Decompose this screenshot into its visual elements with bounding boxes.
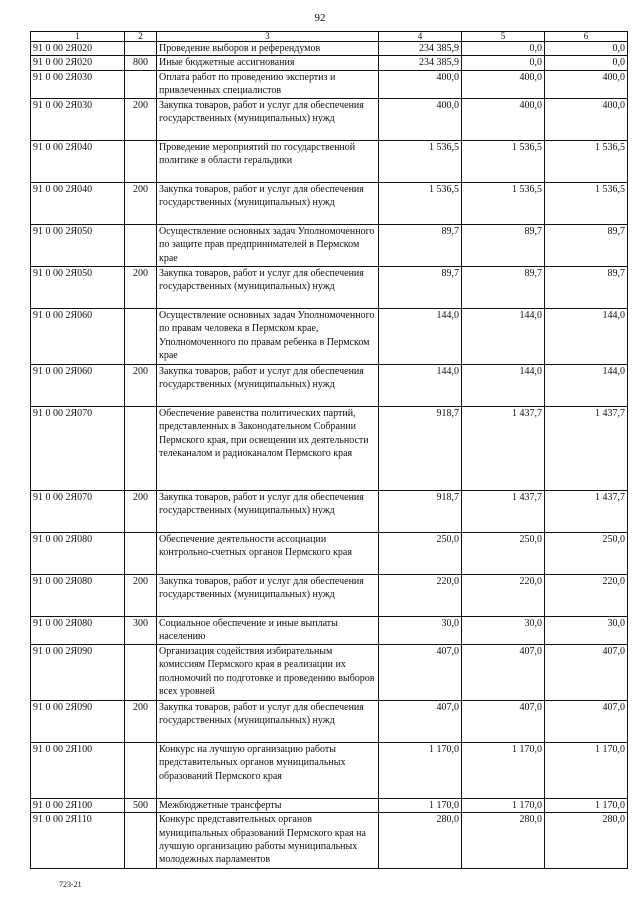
item-name-cell: Иные бюджетные ассигнования [157,56,379,70]
column-header: 1 [31,32,125,42]
expense-type-cell [125,742,157,798]
item-name-cell: Закупка товаров, работ и услуг для обеспечения государственных (муниципальных) нужд [157,266,379,308]
expense-type-cell: 200 [125,574,157,616]
expense-code-cell: 91 0 00 2Я030 [31,70,125,98]
expense-type-cell: 200 [125,364,157,406]
table-row [31,364,628,406]
expense-code-cell: 91 0 00 2Я040 [31,182,125,224]
table-row [31,700,628,742]
amount-col4-cell: 89,7 [379,224,462,266]
amount-col4-cell: 144,0 [379,308,462,364]
item-name-cell: Закупка товаров, работ и услуг для обеспечения государственных (муниципальных) нужд [157,182,379,224]
amount-col5-cell: 407,0 [462,700,545,742]
table-row [31,56,628,70]
amount-col4-cell: 1 536,5 [379,182,462,224]
amount-col6-cell: 1 437,7 [545,490,628,532]
amount-col5-cell: 407,0 [462,644,545,700]
item-name-cell: Закупка товаров, работ и услуг для обеспечения государственных (муниципальных) нужд [157,574,379,616]
amount-col5-cell: 0,0 [462,56,545,70]
expense-type-cell [125,140,157,182]
expense-code-cell: 91 0 00 2Я020 [31,42,125,56]
expense-code-cell: 91 0 00 2Я080 [31,574,125,616]
expense-code-cell: 91 0 00 2Я100 [31,798,125,812]
amount-col4-cell: 144,0 [379,364,462,406]
amount-col6-cell: 89,7 [545,266,628,308]
column-header: 4 [379,32,462,42]
amount-col5-cell: 89,7 [462,266,545,308]
expense-type-cell [125,813,157,869]
amount-col6-cell: 1 536,5 [545,140,628,182]
amount-col6-cell: 144,0 [545,308,628,364]
amount-col4-cell: 30,0 [379,616,462,644]
table-row [31,224,628,266]
amount-col4-cell: 1 536,5 [379,140,462,182]
amount-col5-cell: 1 536,5 [462,182,545,224]
amount-col6-cell: 1 536,5 [545,182,628,224]
amount-col5-cell: 30,0 [462,616,545,644]
table-row [31,574,628,616]
expense-code-cell: 91 0 00 2Я090 [31,700,125,742]
expense-code-cell: 91 0 00 2Я060 [31,308,125,364]
item-name-cell: Осуществление основных задач Уполномоченного по правам человека в Пермском крае, Уполномоченного по правам ребенка в Пермском крае [157,308,379,364]
expense-code-cell: 91 0 00 2Я080 [31,616,125,644]
amount-col6-cell: 1 437,7 [545,406,628,490]
item-name-cell: Организация содействия избирательным комиссиям Пермского края в реализации их полномочий по подготовке и проведению выборов всех уровней [157,644,379,700]
column-header: 5 [462,32,545,42]
column-header: 6 [545,32,628,42]
expense-type-cell: 200 [125,182,157,224]
item-name-cell: Обеспечение деятельности ассоциации контрольно-счетных органов Пермского края [157,532,379,574]
expense-code-cell: 91 0 00 2Я090 [31,644,125,700]
expense-type-cell [125,406,157,490]
expense-type-cell: 200 [125,700,157,742]
table-row [31,266,628,308]
table-row [31,813,628,869]
amount-col4-cell: 234 385,9 [379,42,462,56]
expense-code-cell: 91 0 00 2Я110 [31,813,125,869]
item-name-cell: Обеспечение равенства политических партий, представленных в Законодательном Собрании Пермского края, при освещении их деятельности телеканалом и радиоканалом Пермского края [157,406,379,490]
expense-type-cell [125,42,157,56]
amount-col6-cell: 30,0 [545,616,628,644]
table-row [31,616,628,644]
column-header-row [31,32,628,42]
table-row [31,532,628,574]
amount-col5-cell: 400,0 [462,98,545,140]
table-row [31,98,628,140]
item-name-cell: Конкурс на лучшую организацию работы представительных органов муниципальных образований Пермского края [157,742,379,798]
amount-col5-cell: 400,0 [462,70,545,98]
table-row [31,406,628,490]
budget-table [30,31,628,869]
item-name-cell: Конкурс представительных органов муниципальных образований Пермского края на лучшую организацию работы муниципальных молодежных парламентов [157,813,379,869]
amount-col5-cell: 89,7 [462,224,545,266]
amount-col5-cell: 250,0 [462,532,545,574]
item-name-cell: Закупка товаров, работ и услуг для обеспечения государственных (муниципальных) нужд [157,700,379,742]
amount-col6-cell: 407,0 [545,644,628,700]
amount-col4-cell: 400,0 [379,70,462,98]
table-row [31,182,628,224]
amount-col6-cell: 407,0 [545,700,628,742]
expense-type-cell: 500 [125,798,157,812]
item-name-cell: Оплата работ по проведению экспертиз и привлеченных специалистов [157,70,379,98]
table-row [31,308,628,364]
expense-type-cell [125,224,157,266]
amount-col6-cell: 400,0 [545,98,628,140]
expense-code-cell: 91 0 00 2Я030 [31,98,125,140]
amount-col5-cell: 144,0 [462,308,545,364]
expense-type-cell: 300 [125,616,157,644]
amount-col5-cell: 1 170,0 [462,742,545,798]
expense-type-cell: 200 [125,490,157,532]
expense-code-cell: 91 0 00 2Я040 [31,140,125,182]
expense-type-cell: 200 [125,98,157,140]
amount-col5-cell: 0,0 [462,42,545,56]
amount-col6-cell: 400,0 [545,70,628,98]
expense-type-cell: 800 [125,56,157,70]
table-row [31,70,628,98]
item-name-cell: Проведение мероприятий по государственной политике в области геральдики [157,140,379,182]
amount-col4-cell: 250,0 [379,532,462,574]
amount-col5-cell: 220,0 [462,574,545,616]
item-name-cell: Закупка товаров, работ и услуг для обеспечения государственных (муниципальных) нужд [157,364,379,406]
amount-col4-cell: 1 170,0 [379,798,462,812]
item-name-cell: Проведение выборов и референдумов [157,42,379,56]
expense-type-cell [125,308,157,364]
expense-type-cell [125,644,157,700]
amount-col5-cell: 1 437,7 [462,406,545,490]
amount-col6-cell: 1 170,0 [545,742,628,798]
amount-col4-cell: 1 170,0 [379,742,462,798]
amount-col4-cell: 400,0 [379,98,462,140]
amount-col6-cell: 0,0 [545,56,628,70]
amount-col4-cell: 89,7 [379,266,462,308]
table-row [31,140,628,182]
amount-col4-cell: 407,0 [379,700,462,742]
amount-col5-cell: 1 536,5 [462,140,545,182]
expense-code-cell: 91 0 00 2Я070 [31,406,125,490]
expense-type-cell [125,70,157,98]
amount-col5-cell: 1 170,0 [462,798,545,812]
page-number: 92 [314,12,326,24]
amount-col4-cell: 918,7 [379,490,462,532]
footer-code: 723-21 [59,880,82,889]
amount-col4-cell: 234 385,9 [379,56,462,70]
table-row [31,644,628,700]
expense-code-cell: 91 0 00 2Я020 [31,56,125,70]
column-header: 3 [157,32,379,42]
expense-code-cell: 91 0 00 2Я060 [31,364,125,406]
amount-col6-cell: 280,0 [545,813,628,869]
amount-col5-cell: 144,0 [462,364,545,406]
expense-code-cell: 91 0 00 2Я100 [31,742,125,798]
table-row [31,798,628,812]
amount-col4-cell: 407,0 [379,644,462,700]
amount-col6-cell: 144,0 [545,364,628,406]
item-name-cell: Межбюджетные трансферты [157,798,379,812]
amount-col5-cell: 1 437,7 [462,490,545,532]
expense-code-cell: 91 0 00 2Я080 [31,532,125,574]
amount-col6-cell: 1 170,0 [545,798,628,812]
amount-col6-cell: 89,7 [545,224,628,266]
table-row [31,490,628,532]
amount-col4-cell: 280,0 [379,813,462,869]
table-row [31,42,628,56]
amount-col5-cell: 280,0 [462,813,545,869]
expense-type-cell: 200 [125,266,157,308]
item-name-cell: Закупка товаров, работ и услуг для обеспечения государственных (муниципальных) нужд [157,98,379,140]
amount-col4-cell: 918,7 [379,406,462,490]
item-name-cell: Социальное обеспечение и иные выплаты населению [157,616,379,644]
column-header: 2 [125,32,157,42]
table-row [31,742,628,798]
amount-col4-cell: 220,0 [379,574,462,616]
expense-code-cell: 91 0 00 2Я070 [31,490,125,532]
item-name-cell: Осуществление основных задач Уполномоченного по защите прав предпринимателей в Пермском крае [157,224,379,266]
expense-type-cell [125,532,157,574]
expense-code-cell: 91 0 00 2Я050 [31,266,125,308]
expense-code-cell: 91 0 00 2Я050 [31,224,125,266]
amount-col6-cell: 250,0 [545,532,628,574]
amount-col6-cell: 0,0 [545,42,628,56]
amount-col6-cell: 220,0 [545,574,628,616]
item-name-cell: Закупка товаров, работ и услуг для обеспечения государственных (муниципальных) нужд [157,490,379,532]
